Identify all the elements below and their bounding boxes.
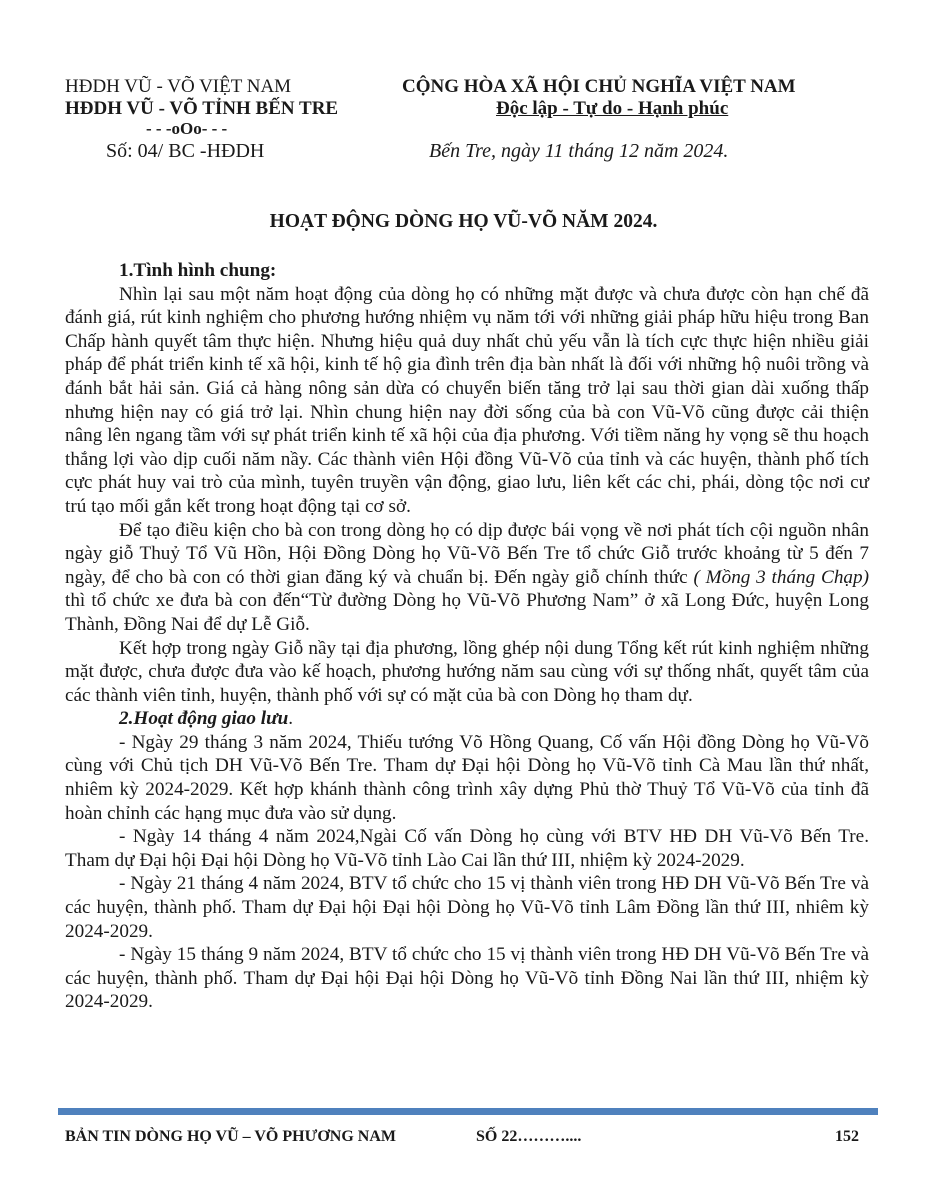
org-name-provincial: HĐDH VŨ - VÕ TỈNH BẾN TRE bbox=[65, 98, 339, 119]
document-date: Bến Tre, ngày 11 tháng 12 năm 2024. bbox=[429, 140, 729, 162]
footer-divider bbox=[58, 1108, 878, 1115]
paragraph-general-situation: Nhìn lại sau một năm hoạt động của dòng họ có những mặt được và chưa được còn hạn chế đã đánh giá, rút kinh nghiệm cho phương hướng nhiệm vụ năm tới với những giải pháp hữu hiệu trong Ban Chấp hành quyết tâm thực hiện. Nhưng hiệu quả duy nhất chủ yếu vẫn là tích cực thực hiện nhiều giải pháp để phát triển kinh tế xã hội, kinh tế hộ gia đình trên địa bàn nhất là đối với những hộ nuôi trồng và đánh bắt hải sản. Giá cả hàng nông sản dừa có chuyển biến tăng trở lại sau thời gian dài xuống thấp nhưng hiện nay có giá trở lại. Nhìn chung hiện nay đời sống của bà con Vũ-Võ cũng được cải thiện nâng lên ngang tầm với sự phát triển kinh tế xã hội của địa phương. Với tiềm năng hy vọng sẽ thu hoạch thắng lợi vào dịp cuối năm nầy. Các thành viên Hội đồng Vũ-Võ của tỉnh và các huyện, thành phố tích cực phát huy vai trò của mình, tuyên truyền vận động, giao lưu, liên kết các chi, phái, dòng tộc nơi cư trú tạo mối gắn kết trong hoạt động tại cơ sở. bbox=[65, 283, 869, 517]
list-item: - Ngày 21 tháng 4 năm 2024, BTV tổ chức cho 15 vị thành viên trong HĐ DH Vũ-Võ Bến Tre và các huyện, thành phố. Tham dự Đại hội Đại hội Dòng họ Vũ-Võ tỉnh Lâm Đồng lần thứ III, nhiêm kỳ 2024-2029. bbox=[65, 873, 869, 942]
paragraph-summary-meeting: Kết hợp trong ngày Giỗ nầy tại địa phương, lồng ghép nội dung Tổng kết rút kinh nghiệm những mặt được, chưa được đưa vào kế hoạch, phương hướng năm sau cùng với sự thống nhất, quyết tâm của các thành viên tỉnh, huyện, thành phố với sự có mặt của bà con Dòng họ tham dự. bbox=[65, 637, 869, 706]
national-title: CỘNG HÒA XÃ HỘI CHỦ NGHĨA VIỆT NAM bbox=[402, 76, 796, 97]
document-body bbox=[65, 259, 869, 1014]
section-heading-exchange bbox=[65, 707, 869, 731]
section-heading-text: 2.Hoạt động giao lưu bbox=[119, 708, 289, 730]
document-number: Số: 04/ BC -HĐDH bbox=[106, 140, 265, 162]
section-heading-general: 1.Tình hình chung: bbox=[119, 260, 277, 281]
footer-page-number: 152 bbox=[835, 1128, 859, 1145]
org-name-national: HĐDH VŨ - VÕ VIỆT NAM bbox=[65, 76, 292, 97]
paragraph-anniversary-ceremony bbox=[65, 519, 869, 637]
paragraph-text: Để tạo điều kiện cho bà con trong dòng họ có dịp được bái vọng về nơi phát tích cội nguồn nhân ngày giỗ Thuỷ Tổ Vũ Hồn, Hội Đồng Dòng họ Vũ-Võ Bến Tre tổ chức Giỗ trước khoảng từ 5 đến 7 ngày, để cho bà con có thời gian đăng ký và chuẩn bị. Đến ngày giỗ chính thức bbox=[65, 519, 869, 588]
list-item: - Ngày 14 tháng 4 năm 2024,Ngài Cố vấn Dòng họ cùng với BTV HĐ DH Vũ-Võ Bến Tre. Tham dự Đại hội Đại hội Dòng họ Vũ-Võ tỉnh Lào Cai lần thứ III, nhiệm kỳ 2024-2029. bbox=[65, 826, 869, 871]
heading-dot: . bbox=[288, 708, 294, 730]
list-item: - Ngày 29 tháng 3 năm 2024, Thiếu tướng Võ Hồng Quang, Cố vấn Hội đồng Dòng họ Vũ-Võ cùng với Chủ tịch DH Vũ-Võ Bến Tre. Tham dự Đại hội Dòng họ Vũ-Võ tỉnh Cà Mau lần thứ nhất, nhiêm kỳ 2024-2029. Kết hợp khánh thành công trình xây dựng Phủ thờ Thuỷ Tổ Vũ-Võ của tỉnh đã hoàn chỉnh các hạng mục đưa vào sử dụng. bbox=[65, 731, 869, 824]
paragraph-text: thì tổ chức xe đưa bà con đến“Từ đường Dòng họ Vũ-Võ Phương Nam” ở xã Long Đức, huyện Long Thành, Đồng Nai để dự Lễ Giỗ. bbox=[65, 590, 869, 635]
footer-publication: BẢN TIN DÒNG HỌ VŨ – VÕ PHƯƠNG NAM bbox=[65, 1128, 396, 1145]
date-note: ( Mồng 3 tháng Chạp) bbox=[687, 566, 869, 588]
page-title: HOẠT ĐỘNG DÒNG HỌ VŨ-VÕ NĂM 2024. bbox=[269, 211, 658, 232]
list-item: - Ngày 15 tháng 9 năm 2024, BTV tổ chức cho 15 vị thành viên trong HĐ DH Vũ-Võ Bến Tre và các huyện, thành phố. Tham dự Đại hội Đại hội Dòng họ Vũ-Võ tỉnh Đồng Nai lần thứ III, nhiệm kỳ 2024-2029. bbox=[65, 944, 869, 1013]
header-separator: - - -oOo- - - bbox=[146, 119, 228, 138]
footer-issue: SỐ 22……….... bbox=[476, 1128, 582, 1145]
national-motto: Độc lập - Tự do - Hạnh phúc bbox=[496, 98, 729, 119]
